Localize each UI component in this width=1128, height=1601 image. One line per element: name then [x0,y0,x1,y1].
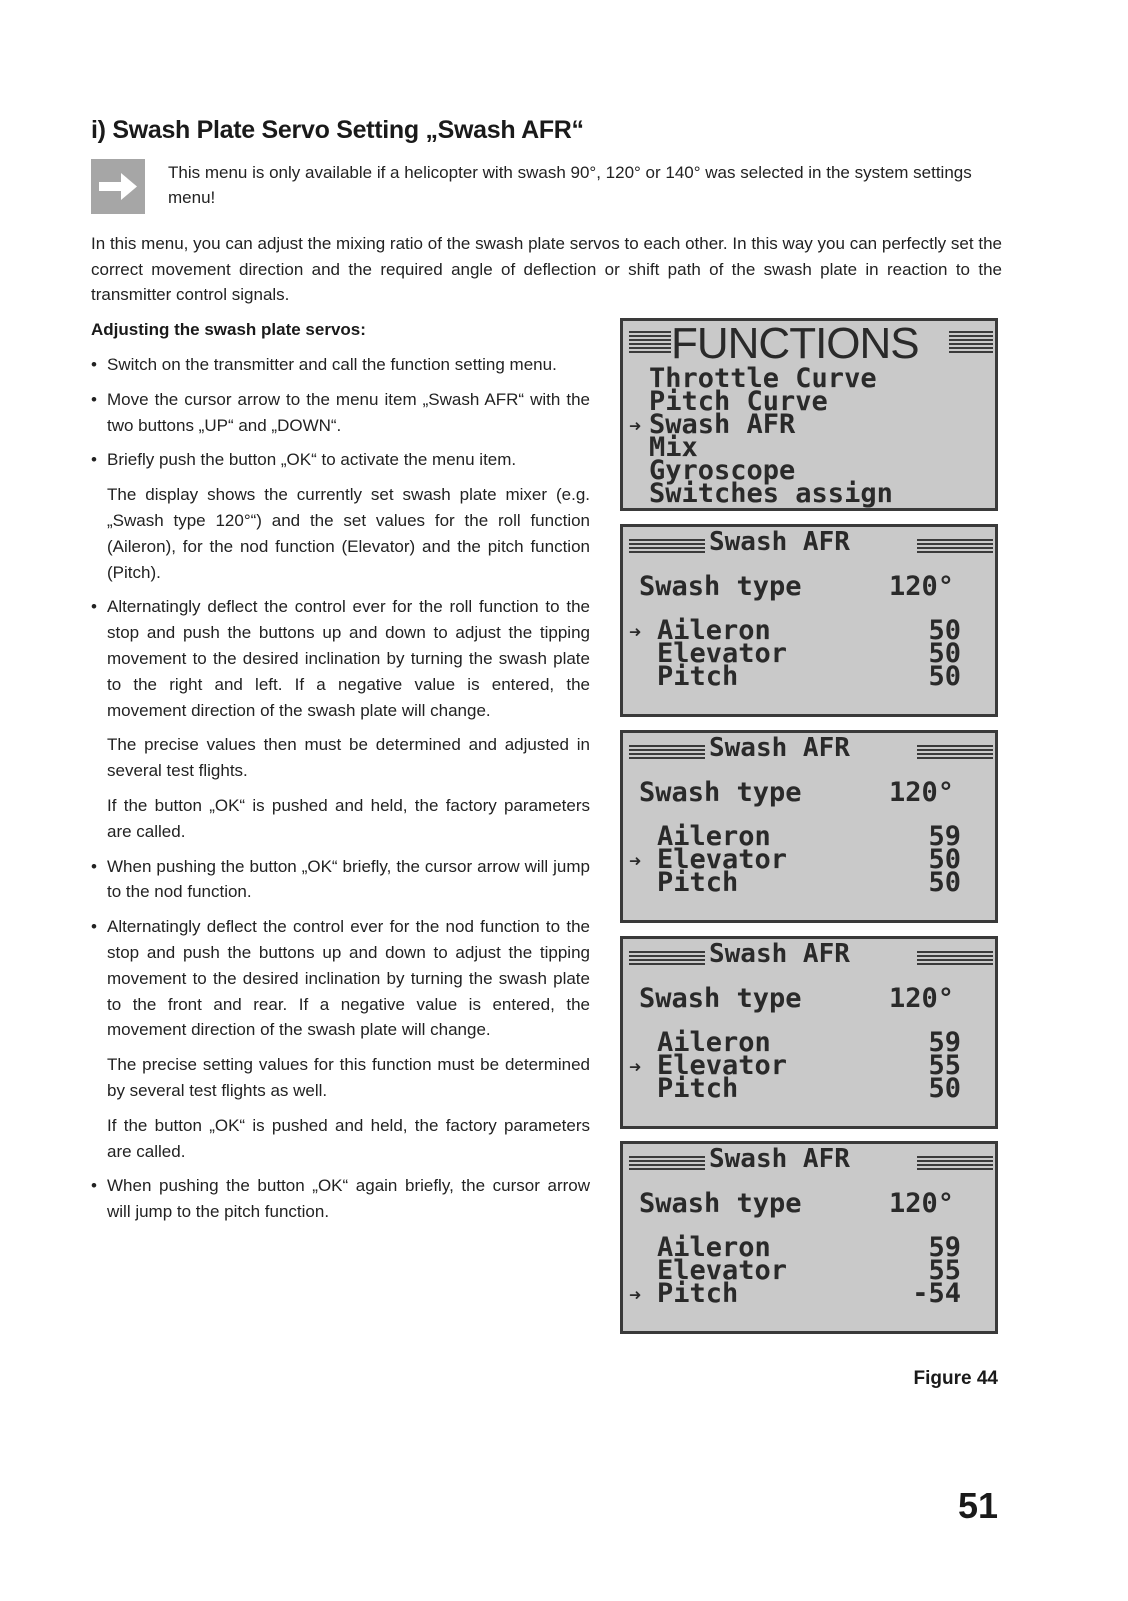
instruction-list [91,352,590,1234]
cursor-arrow-icon: ➜ [629,414,642,438]
bullet-item [91,1173,590,1225]
lcd-swash-title: Swash AFR [709,939,850,969]
lcd-header-bars [629,745,705,759]
lcd-menu-item-label: Gyroscope [649,455,796,486]
lcd-menu-item [629,478,893,509]
lcd-menu-item-label: Mix [649,432,698,463]
swash-param-row [629,867,739,898]
lcd-swash-screen [620,730,998,923]
bullet-marker: • [91,450,97,470]
step-text: Switch on the transmitter and call the function setting menu. [107,355,557,374]
lcd-swash-screen [620,1141,998,1334]
swash-param-label: Aileron [657,821,771,852]
swash-param-row [629,1278,739,1309]
lcd-menu-item-label: Throttle Curve [649,363,877,394]
swash-param-label: Pitch [657,1073,739,1104]
swash-param-label: Elevator [657,844,788,875]
lcd-swash-screen [620,524,998,717]
swash-type-value: 120° [889,777,955,808]
swash-param-value: 50 [928,867,961,898]
swash-type-value: 120° [889,571,955,602]
step-paragraph [91,1113,590,1165]
step-text: The display shows the currently set swash plate mixer (e.g. „Swash type 120°“) and the set values for the roll function (Aileron), for the nod function (Elevator) and the pitch function (Pitch). [107,485,590,582]
swash-param-value: 55 [928,1050,961,1081]
swash-param-label: Pitch [657,1278,739,1309]
cursor-arrow-icon: ➜ [629,1283,642,1307]
note-arrow-icon [91,159,145,214]
step-text: If the button „OK“ is pushed and held, the factory parameters are called. [107,1115,590,1161]
swash-param-value: 55 [928,1255,961,1286]
step-paragraph [91,793,590,845]
lcd-menu-item-label: Swash AFR [649,409,796,440]
lcd-functions-title: FUNCTIONS [671,319,919,368]
cursor-arrow-icon: ➜ [629,849,642,873]
bullet-item [91,914,590,1043]
swash-param-value: 50 [928,844,961,875]
swash-type-label: Swash type [639,1188,802,1219]
lcd-header-bars [917,745,993,759]
figure-caption: Figure 44 [913,1368,998,1389]
swash-type-label: Swash type [639,983,802,1014]
bullet-marker: • [91,1176,97,1196]
lcd-swash-title: Swash AFR [709,1144,850,1174]
lcd-swash-screen [620,936,998,1129]
swash-param-label: Pitch [657,661,739,692]
cursor-arrow-icon: ➜ [629,620,642,644]
swash-param-label: Pitch [657,867,739,898]
page-number: 51 [957,1485,998,1526]
swash-type-label: Swash type [639,571,802,602]
swash-type-value: 120° [889,1188,955,1219]
intro-paragraph: In this menu, you can adjust the mixing ratio of the swash plate servos to each other. In this way you can perfectly set the correct movement direction and the required angle of deflection or shift path of the swash plate in reaction to the transmitter control signals. [91,234,1002,304]
step-text: If the button „OK“ is pushed and held, the factory parameters are called. [107,795,590,841]
swash-param-value: 50 [928,638,961,669]
step-text: When pushing the button „OK“ briefly, the cursor arrow will jump to the nod function. [107,856,590,902]
lcd-menu-item-label: Pitch Curve [649,386,828,417]
lcd-swash-title: Swash AFR [709,527,850,557]
lcd-functions-screen [620,318,998,511]
bullet-marker: • [91,917,97,937]
step-paragraph [91,732,590,784]
lcd-header-bars [629,331,671,353]
swash-param-label: Aileron [657,1027,771,1058]
lcd-header-bars [949,331,993,353]
step-text: Briefly push the button „OK“ to activate the menu item. [107,450,517,470]
bullet-item [91,594,590,723]
swash-param-row [629,661,739,692]
swash-param-label: Aileron [657,1232,771,1263]
lcd-header-bars [629,539,705,553]
bullet-item [91,387,590,439]
swash-param-value: -54 [912,1278,961,1309]
step-text: The precise values then must be determined and adjusted in several test flights. [107,735,590,781]
step-text: Move the cursor arrow to the menu item „Swash AFR“ with the two buttons „UP“ and „DOWN“. [107,389,590,435]
swash-param-label: Elevator [657,638,788,669]
bullet-marker: • [91,355,97,374]
swash-param-value: 50 [928,661,961,692]
cursor-arrow-icon: ➜ [629,1055,642,1079]
swash-param-label: Elevator [657,1255,788,1286]
lcd-header-bars [917,951,993,965]
bullet-item [91,854,590,906]
step-text: Alternatingly deflect the control ever for the roll function to the stop and push the buttons up and down to adjust the tipping movement to the desired inclination by turning the swash plate to the right and left. If a negative value is entered, the movement direction of the swash plate will change. [107,597,590,720]
swash-param-label: Aileron [657,615,771,646]
subheading: Adjusting the swash plate servos: [91,320,366,339]
section-title: i) Swash Plate Servo Setting „Swash AFR“ [91,116,584,144]
lcd-header-bars [629,951,705,965]
bullet-marker: • [91,597,97,617]
swash-param-value: 50 [928,615,961,646]
swash-param-label: Elevator [657,1050,788,1081]
swash-param-value: 59 [928,821,961,852]
bullet-marker: • [91,856,97,876]
lcd-header-bars [917,1156,993,1170]
note-text: This menu is only available if a helicopter with swash 90°, 120° or 140° was selected in the system settings menu! [168,163,972,207]
swash-param-row [629,1073,739,1104]
swash-type-value: 120° [889,983,955,1014]
step-text: When pushing the button „OK“ again briefly, the cursor arrow will jump to the pitch function. [107,1176,590,1222]
step-paragraph [91,482,590,585]
bullet-marker: • [91,389,97,409]
lcd-header-bars [917,539,993,553]
bullet-item [91,447,590,473]
swash-param-value: 59 [928,1232,961,1263]
swash-type-label: Swash type [639,777,802,808]
step-paragraph [91,1052,590,1104]
swash-param-value: 59 [928,1027,961,1058]
lcd-menu-item-label: Switches assign [649,478,893,509]
bullet-item [91,352,590,378]
lcd-header-bars [629,1156,705,1170]
swash-param-value: 50 [928,1073,961,1104]
step-text: The precise setting values for this function must be determined by several test flights as well. [107,1055,590,1100]
lcd-swash-title: Swash AFR [709,733,850,763]
step-text: Alternatingly deflect the control ever for the nod function to the stop and push the buttons up and down to adjust the tipping movement to the desired inclination by turning the swash plate to the front and rear. If a negative value is entered, the movement direction of the swash plate will change. [107,917,590,1040]
